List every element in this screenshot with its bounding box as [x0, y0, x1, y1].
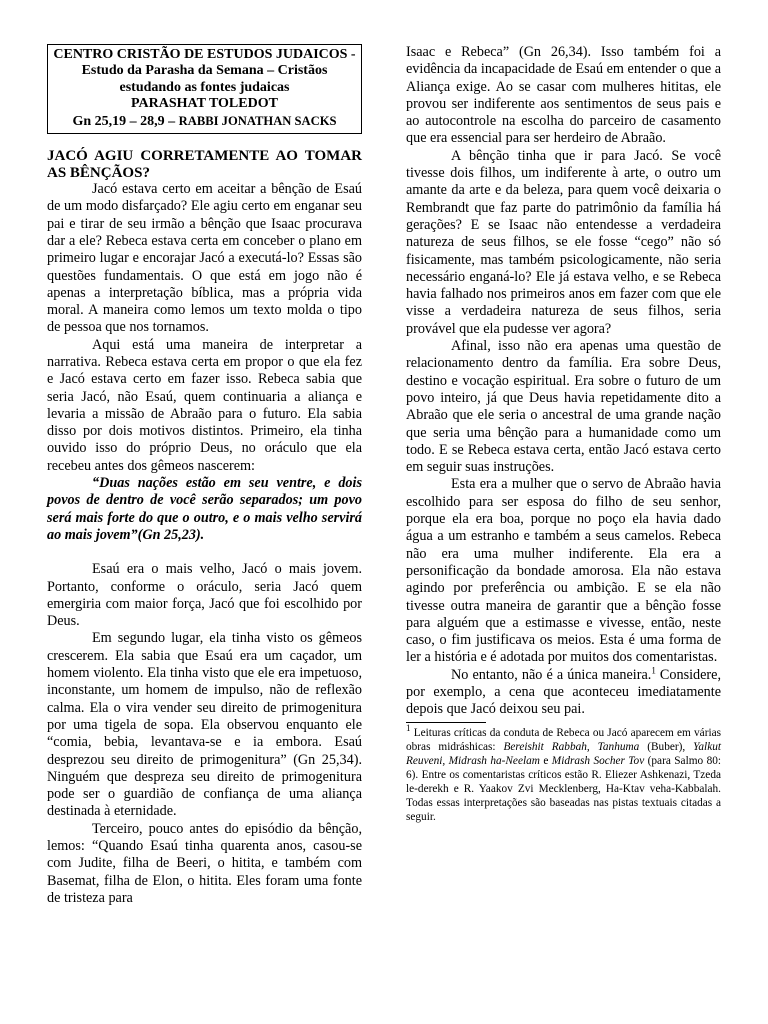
paragraph: Em segundo lugar, ela tinha visto os gêmeos crescerem. Ela sabia que Esaú era um caçador, um homem violento. Ela tinha visto que ele era impetuoso, inconstante, um homem de impulso, não de reflexão calma. Ela o vira vender seu direito de primogenitura por uma tigela de sopa. Ela observou enquanto ele “comia, bebia, levantava-se e ia embora. Esaú desprezou seu direito de primogenitura” (Gn 25,34). Ninguém que despreza seu direito de primogenitura pode ser o guardião de confiança de uma aliança destinada à eternidade.	[47, 630, 362, 820]
paragraph: Esaú era o mais velho, Jacó o mais jovem. Portanto, conforme o oráculo, seria Jacó quem emergiria com maior força, Jacó que foi escolhido por Deus.	[47, 561, 362, 630]
header-author: RABBI JONATHAN SACKS	[178, 113, 337, 128]
footnote-marker: 1	[406, 722, 411, 733]
scripture-quote: “Duas nações estão em seu ventre, e dois povos de dentro de você serão separados; um povo será mais forte do que o outro, e o mais velho servirá ao mais jovem”(Gn 25,23).	[47, 475, 362, 543]
paragraph: Terceiro, pouco antes do episódio da bênção, lemos: “Quando Esaú tinha quarenta anos, casou-se com Judite, filha de Beeri, o hitita, e também com Basemat, filha de Elon, o hitita. Eles foram uma fonte de tristeza para	[47, 820, 362, 906]
header-parasha: PARASHAT TOLEDOT	[131, 96, 278, 112]
paragraph: Jacó estava certo em aceitar a bênção de Esaú de um modo disfarçado? Ele agiu certo em enganar seu pai e tirar de seu irmão a bênção que Isaac procurava dar a ele? Rebeca estava certa em conceber o plano em primeiro lugar e encorajar Jacó a executá-lo? Essas são questões fundamentais. O que está em jogo não é apenas a interpretação bíblica, mas a própria vida moral. A maneira como lemos um texto molda o tipo de pessoa que nos tornamos.	[47, 181, 362, 336]
paragraph-continuation: Isaac e Rebeca” (Gn 26,34). Isso também foi a evidência da incapacidade de Esaú em entender o que a Aliança exige. Ao se casar com mulheres hititas, ele provou ser indiferente aos sentimentos de seus pais e ao autocontrole na escolha do parceiro de casamento que era essencial para ser herdeiro de Abraão.	[406, 44, 721, 147]
footnote-reference[interactable]: 1	[651, 664, 656, 675]
footnote-divider	[406, 722, 486, 723]
header-box	[47, 44, 362, 134]
footnote: $^1$ Leituras críticas da conduta de Rebeca ou Jacó aparecem em várias obras midráshicas: Bereishit Rabbah, Tanhuma (Buber), Yalkut Reuveni, Midrash ha-Neelam e Midrash Socher Tov (para Salmo 80: 6). Entre os comentaristas críticos estão R. Eliezer Ashkenazi, Tzeda le-derekh e R. Yaakov Zvi Mecklenberg, Ha-Ktav veha-Kabbalah. Todas essas interpretações são baseadas nas pistas textuais citadas a seguir.	[406, 722, 722, 824]
paragraph: A bênção tinha que ir para Jacó. Se você tivesse dois filhos, um indiferente à arte, o outro um amante da arte e da beleza, para quem você deixaria o Rembrandt que faz parte do patrimônio da família há gerações? E se Isaac não entendesse a verdadeira natureza de seus filhos, se ele fosse “cego” não só fisicamente, mas também psicologicamente, não seria necessário enganá-lo? Ele já estava velho, e se Rebeca havia falhado nos primeiros anos em fazer com que ele visse a verdadeira natureza de seus filhos, seria provável que ela pudesse ver agora?	[406, 147, 721, 337]
paragraph: No entanto, não é a única maneira.$^1$ Considere, por exemplo, a cena que aconteceu imediatamente depois que Jacó deixou seu pai.	[406, 664, 721, 718]
left-column	[47, 44, 362, 907]
header-institution: CENTRO CRISTÃO DE ESTUDOS JUDAICOS - Estudo da Parasha da Semana – Cristãos estudando as fontes judaicas	[53, 47, 356, 95]
paragraph: Aqui está uma maneira de interpretar a narrativa. Rebeca estava certa em propor o que ela fez e Jacó estava certo em fazer isso. Rebeca sabia que seria Jacó, não Esaú, quem continuaria a aliança e levaria a missão de Abraão para o futuro. Ela sabia disso por dois motivos distintos. Primeiro, ela tinha ouvido isso do próprio Deus, no oráculo que ela recebeu antes dos gêmeos nascerem:	[47, 336, 362, 474]
paragraph: Esta era a mulher que o servo de Abraão havia escolhido para ser esposa do filho de seu senhor, porque ela era boa, porque no poço ela havia dado água a um estranho e também a seus camelos. Rebeca não era uma mulher indiferente. Ela era a personificação da bondade amorosa. Ela não estava agindo por preferência ou ambição. E se ela não tivesse outra maneira de garantir que a bênção fosse para alguém que a estimasse e vivesse, então, neste caso, o fim justificava os meios. Esta é uma forma de ler a história e é adotada por muitos dos comentaristas.	[406, 476, 721, 666]
paragraph: Afinal, isso não era apenas uma questão de relacionamento dentro da família. Era sobre Deus, destino e vocação espiritual. Era sobre o futuro de um povo inteiro, já que Deus havia repetidamente dito a Abraão que ele seria o ancestral de uma grande nação que seria uma bênção para a humanidade como um todo. E se Rebeca estava certa, então Jacó estava certo em seguir suas instruções.	[406, 338, 721, 476]
article-title: JACÓ AGIU CORRETAMENTE AO TOMAR AS BÊNÇÃOS?	[47, 148, 362, 181]
header-reference: Gn 25,19 – 28,9 – RABBI JONATHAN SACKS	[72, 113, 337, 129]
right-column	[406, 44, 721, 824]
